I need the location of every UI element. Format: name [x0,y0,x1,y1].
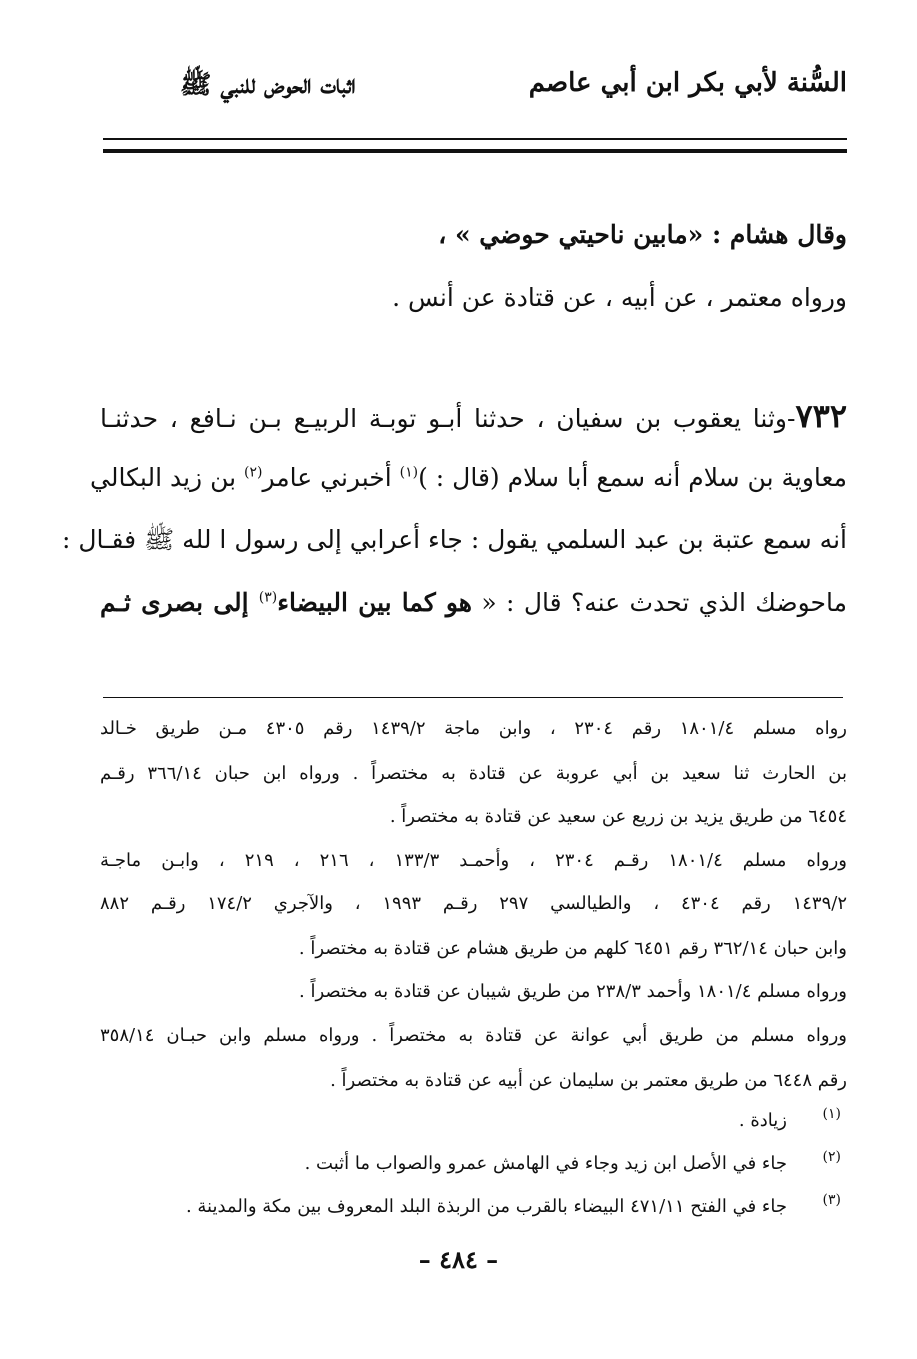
footnote-line: ورواه مسلم ١٨٠١/٤ رقـم ٢٣٠٤ ، وأحمـد ١٣٣/٣ ، ٢١٦ ، ٢١٩ ، وابـن ماجـة [100,850,847,871]
intro-line-2: ورواه معتمر ، عن أبيه ، عن قتادة عن أنس . [392,283,847,312]
hadith-line-1-text: -وثنا يعقوب بن سفيان ، حدثنا أبـو توبـة الربيـع بـن نـافع ، حدثنـا [100,404,796,433]
chapter-title: اثبات الحوض للنبي ﷺ [180,70,356,100]
page-number: – ٤٨٤ – [418,1245,499,1274]
footnote-line: بن الحارث ثنا سعيد بن أبي عروبة عن قتادة به مختصراً . ورواه ابن حبان ٣٦٦/١٤ رقـم [100,763,848,784]
footnote-mark: (٣) [822,1192,841,1208]
hadith-line-3: أنه سمع عتبة بن عبد السلمي يقول : جاء أعرابي إلى رسول ا لله ﷺ فقـال : [62,525,847,554]
hadith-line-2-b: أخبرني عامر [262,463,400,492]
footnote-line: ١٤٣٩/٢ رقم ٤٣٠٤ ، والطيالسي ٢٩٧ رقـم ١٩٩٣ ، والآجري ١٧٤/٢ رقـم ٨٨٢ [100,893,847,914]
intro-text: وقال هشام : «مابين ناحيتي حوضي » ، [438,220,847,249]
footnotes [62,0,848,1240]
footnote-ref-1[interactable]: (١) [399,464,419,481]
book-title: السُّنة لأبي بكر ابن أبي عاصم [528,68,847,98]
footnote-line: رواه مسلم ١٨٠١/٤ رقم ٢٣٠٤ ، وابن ماجة ١٤٣٩/٢ رقم ٤٣٠٥ مـن طريق خـالد [100,718,847,739]
hadith-line-2-c: بن زيد البكالي [90,463,244,492]
hadith-line-4-bold-b: إلى بصرى ثـم [100,588,259,617]
hadith-line-4-a: ماحوضك الذي تحدث عنه؟ قال : « [471,588,847,617]
footnote-line: ورواه مسلم من طريق أبي عوانة عن قتادة به مختصراً . ورواه مسلم وابن حبـان ٣٥٨/١٤ [100,1025,847,1046]
footnote-text: جاء في الأصل ابن زيد وجاء في الهامش عمرو والصواب ما أثبت . [304,1153,787,1174]
footnote-line: ورواه مسلم ١٨٠١/٤ وأحمد ٢٣٨/٣ من طريق شيبان عن قتادة به مختصراً . [299,981,847,1002]
hadith-line-4-bold-a: هو كما بين البيضاء [277,588,472,617]
footnote-text: جاء في الفتح ٤٧١/١١ البيضاء بالقرب من الربذة البلد المعروف بين مكة والمدينة . [185,1196,787,1217]
hadith-number: ٧٣٢ [795,397,847,435]
footnote-ref-3[interactable]: (٣) [258,589,278,606]
footnote-line: وابن حبان ٣٦٢/١٤ رقم ٦٤٥١ كلهم من طريق هشام عن قتادة به مختصراً . [298,938,847,959]
footnote-ref-2[interactable]: (٢) [244,464,263,481]
footnote-mark: (٢) [822,1149,841,1165]
footnote-line: رقم ٦٤٤٨ من طريق معتمر بن سليمان عن أبيه عن قتادة به مختصراً . [330,1070,847,1091]
footnote-text: زيادة . [738,1110,787,1131]
hadith-line-2-a: معاوية بن سلام أنه سمع أبا سلام (قال : ) [418,463,847,492]
footnote-line: ٦٤٥٤ من طريق يزيد بن زريع عن سعيد عن قتادة به مختصراً . [389,806,847,827]
footnote-mark: (١) [822,1106,841,1122]
